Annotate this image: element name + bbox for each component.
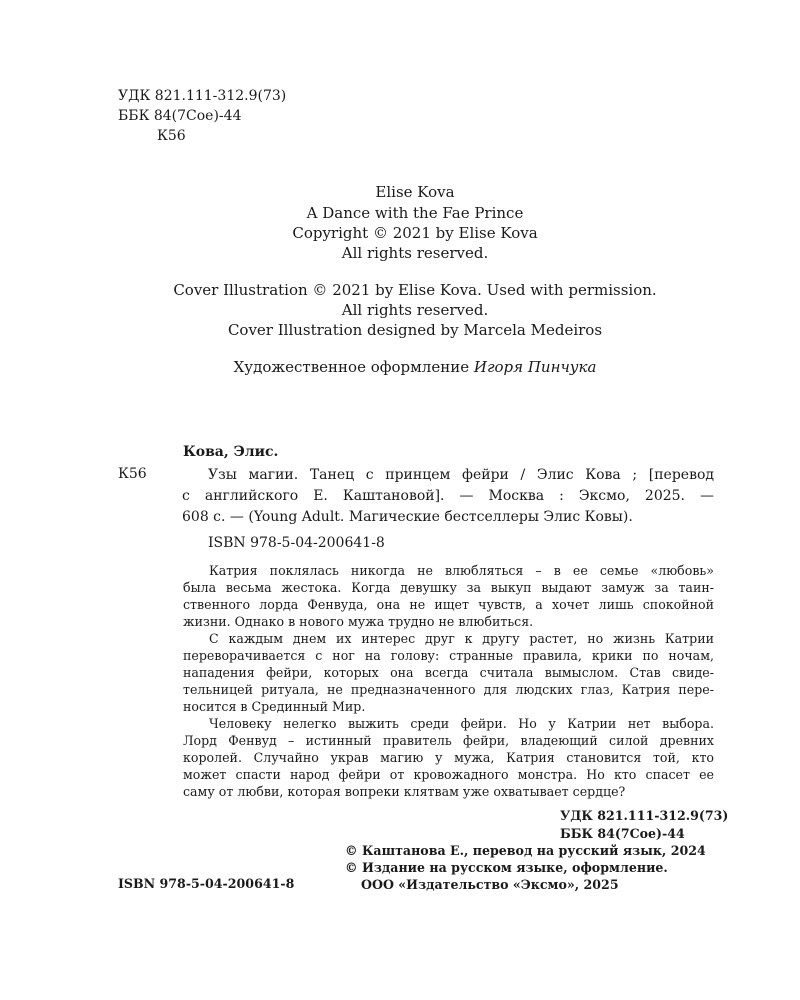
footer-copyright-edition: © Издание на русском языке, оформление. [345, 860, 668, 875]
cover-designer-credit: Cover Illustration designed by Marcela Medeiros [227, 321, 603, 339]
annotation-line: королей. Случайно украв магию у мужа, Катрия становится той, кто [183, 750, 714, 765]
original-title: A Dance with the Fae Prince [306, 204, 524, 222]
annotation-line: Лорд Фенвуд – истинный правитель фейри, владеющий силой древних [183, 733, 714, 748]
bibliographic-isbn: ISBN 978-5-04-200641-8 [208, 535, 385, 551]
footer-isbn: ISBN 978-5-04-200641-8 [118, 876, 295, 891]
annotation-line: ственного лорда Фенвуда, она не ищет чувств, а хочет лишь спокойной [183, 597, 714, 612]
cover-rights: All rights reserved. [341, 301, 489, 319]
udk-code: УДК 821.111-312.9(73) [118, 88, 287, 104]
art-design-credit [0, 358, 800, 376]
cover-illustration-credit: Cover Illustration © 2021 by Elise Kova. Used with permission. [173, 281, 657, 299]
annotation-line: Катрия поклялась никогда не влюбляться – в ее семье «любовь» [209, 563, 714, 578]
footer-copyright-publisher: ООО «Издательство «Эксмо», 2025 [361, 877, 619, 892]
annotation-bbk: ББК 84(7Сое)-44 [560, 826, 685, 841]
bibliographic-description [182, 465, 714, 528]
annotation-line: нападения фейри, которых она всегда считала вымыслом. Став свиде- [183, 665, 714, 680]
annotation-line: тельницей ритуала, не предназначенного для людских глаз, Катрия пере- [183, 682, 714, 697]
annotation-line: С каждым днем их интерес друг к другу растет, но жизнь Катрии [209, 631, 714, 646]
bibliographic-line: Узы магии. Танец с принцем фейри / Элис Кова ; [перевод [208, 467, 714, 483]
original-copyright: Copyright © 2021 by Elise Kova [292, 224, 538, 242]
original-author: Elise Kova [375, 183, 455, 201]
annotation-udk: УДК 821.111-312.9(73) [560, 808, 729, 823]
annotation-line: переворачивается с ног на голову: странные правила, крики по ночам, [183, 648, 714, 663]
bibliographic-mark: К56 [118, 466, 147, 482]
original-rights: All rights reserved. [341, 244, 489, 262]
bibliographic-author-heading: Кова, Элис. [183, 444, 279, 460]
annotation [183, 562, 714, 800]
bibliographic-line: 608 с. — (Young Adult. Магические бестселлеры Элис Ковы). [182, 509, 633, 525]
annotation-line: была весьма жестока. Когда девушку за выкуп выдают замуж за таин- [183, 580, 714, 595]
bibliographic-line: с английского Е. Каштановой]. — Москва : Эксмо, 2025. — [182, 488, 714, 504]
footer-copyright-translation: © Каштанова Е., перевод на русский язык, 2024 [345, 843, 706, 858]
annotation-line: жизни. Однако в нового мужа трудно не влюбиться. [183, 614, 534, 629]
art-design-artist: Игоря Пинчука [473, 358, 597, 376]
author-mark: К56 [157, 128, 186, 144]
annotation-line: саму от любви, которая вопреки клятвам уже охватывает сердце? [183, 784, 626, 799]
annotation-line: Человеку нелегко выжить среди фейри. Но у Катрии нет выбора. [209, 716, 714, 731]
annotation-line: носится в Срединный Мир. [183, 699, 366, 714]
bbk-code: ББК 84(7Сое)-44 [118, 108, 242, 124]
art-design-label: Художественное оформление [233, 358, 470, 376]
annotation-line: может спасти народ фейри от кровожадного монстра. Но кто спасет ее [183, 767, 714, 782]
